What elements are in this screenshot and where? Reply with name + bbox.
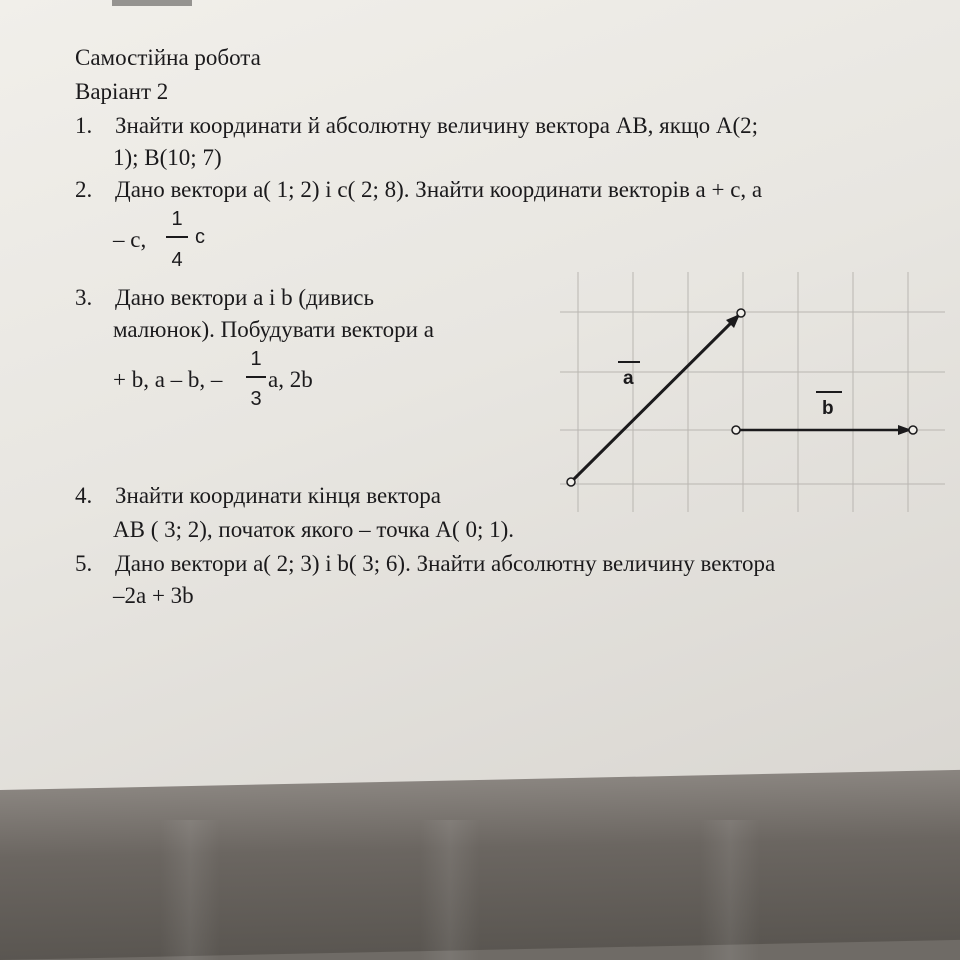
task-3-number: 3. (75, 285, 93, 310)
task-5-line-1: Дано вектори a( 2; 3) і b( 3; 6). Знайти абсолютну величину вектора (115, 551, 776, 576)
cut-off-text-fragment (112, 0, 192, 6)
task-4-number: 4. (75, 483, 93, 508)
task-4-line-2: AB ( 3; 2), початок якого – точка A( 0; 1). (113, 517, 514, 542)
cloth-fold (160, 820, 220, 960)
task-2-fraction-numerator: 1 (171, 208, 183, 230)
vector-a-label: a (623, 368, 634, 389)
task-1-number: 1. (75, 113, 93, 138)
task-3-fraction-denominator: 3 (250, 388, 262, 410)
vector-a-end-point (737, 309, 745, 317)
vector-a-line (571, 314, 740, 482)
task-3-fraction-bar (246, 376, 266, 378)
task-3-line-3-start: + b, a – b, – (113, 367, 223, 392)
vector-b-overline (816, 391, 842, 393)
task-3-fraction-numerator: 1 (250, 348, 262, 370)
cloth-fold (420, 820, 480, 960)
vector-a-start-point (567, 478, 575, 486)
vector-b-label: b (822, 398, 834, 419)
task-5-number: 5. (75, 551, 93, 576)
task-2-fraction-bar (166, 236, 188, 238)
variant-label: Варіант 2 (75, 79, 169, 104)
task-4-line-1: Знайти координати кінця вектора (115, 483, 441, 508)
task-2-line-2: – c, (113, 227, 147, 252)
task-2-fraction-variable: c (195, 226, 205, 248)
task-3-line-1: Дано вектори a і b (дивись (115, 285, 374, 310)
vector-b-end-point (909, 426, 917, 434)
task-1-line-1: Знайти координати й абсолютну величину вектора AB, якщо A(2; (115, 113, 759, 138)
task-5-line-2: –2a + 3b (113, 583, 194, 608)
task-2-line-1: Дано вектори a( 1; 2) і c( 2; 8). Знайти координати векторів a + c, a (115, 177, 763, 202)
vector-a-overline (618, 361, 640, 363)
task-3-line-2: малюнок). Побудувати вектори a (113, 317, 434, 342)
vector-b-start-point (732, 426, 740, 434)
task-1-line-2: 1); B(10; 7) (113, 145, 222, 170)
task-2-number: 2. (75, 177, 93, 202)
grid-lines (560, 272, 945, 512)
vectors-grid-svg (560, 272, 950, 520)
task-2-fraction-denominator: 4 (171, 249, 183, 271)
worksheet-title: Самостійна робота (75, 45, 261, 70)
vectors-figure (560, 272, 950, 520)
task-3-line-3-end: a, 2b (268, 367, 313, 392)
background-surface (0, 770, 960, 960)
cloth-fold (700, 820, 760, 960)
